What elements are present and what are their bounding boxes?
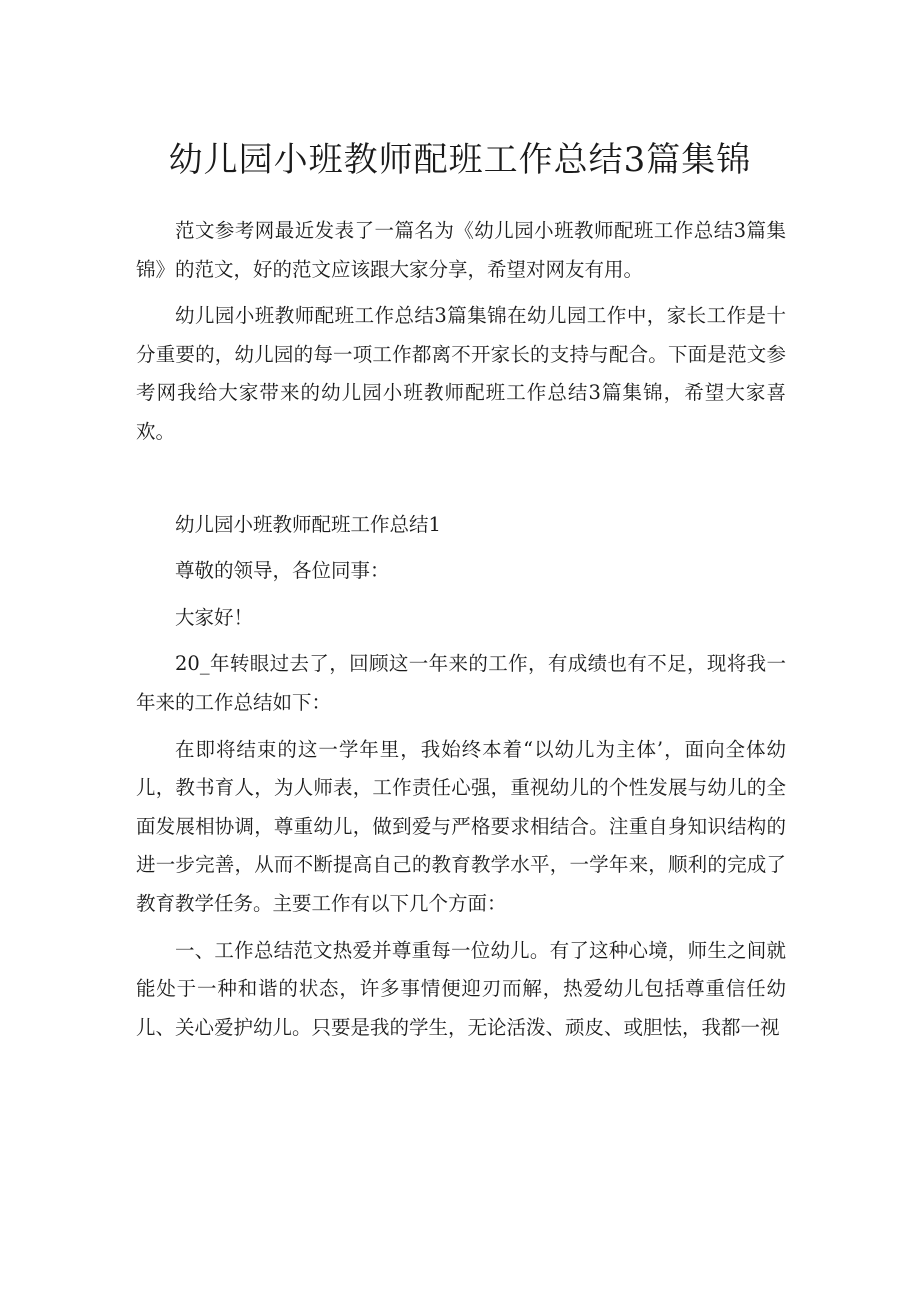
section-heading: 幼儿园小班教师配班工作总结1 — [175, 512, 441, 536]
salutation-line: 大家好！ — [175, 605, 254, 629]
intro-paragraph: 范文参考网最近发表了一篇名为《幼儿园小班教师配班工作总结3篇集锦》的范文，好的范文应该跟大家分享，希望对网友有用。 — [136, 219, 786, 281]
body-paragraph: 20_年转眼过去了，回顾这一年来的工作，有成绩也有不足，现将我一年来的工作总结如下： — [136, 652, 786, 714]
intro-paragraph: 幼儿园小班教师配班工作总结3篇集锦在幼儿园工作中，家长工作是十分重要的，幼儿园的每一项工作都离不开家长的支持与配合。下面是范文参考网我给大家带来的幼儿园小班教师配班工作总结3篇集锦，希望大家喜欢。 — [136, 304, 786, 443]
body-paragraph: 一、工作总结范文热爱并尊重每一位幼儿。有了这种心境，师生之间就能处于一种和谐的状态，许多事情便迎刃而解，热爱幼儿包括尊重信任幼儿、关心爱护幼儿。只要是我的学生，无论活泼、顽皮、或胆怯，我都一视 — [136, 938, 786, 1039]
body-paragraph: 在即将结束的这一学年里，我始终本着“以幼儿为主体’，面向全体幼儿，教书育人，为人师表，工作责任心强，重视幼儿的个性发展与幼儿的全面发展相协调，尊重幼儿，做到爱与严格要求相结合。注重自身知识结构的进一步完善，从而不断提高自己的教育教学水平，一学年来，顺利的完成了教育教学任务。主要工作有以下几个方面： — [136, 737, 786, 915]
greeting-line: 尊敬的领导，各位同事： — [175, 559, 390, 583]
document-title: 幼儿园小班教师配班工作总结3篇集锦 — [168, 140, 752, 180]
document-body — [136, 212, 786, 1055]
